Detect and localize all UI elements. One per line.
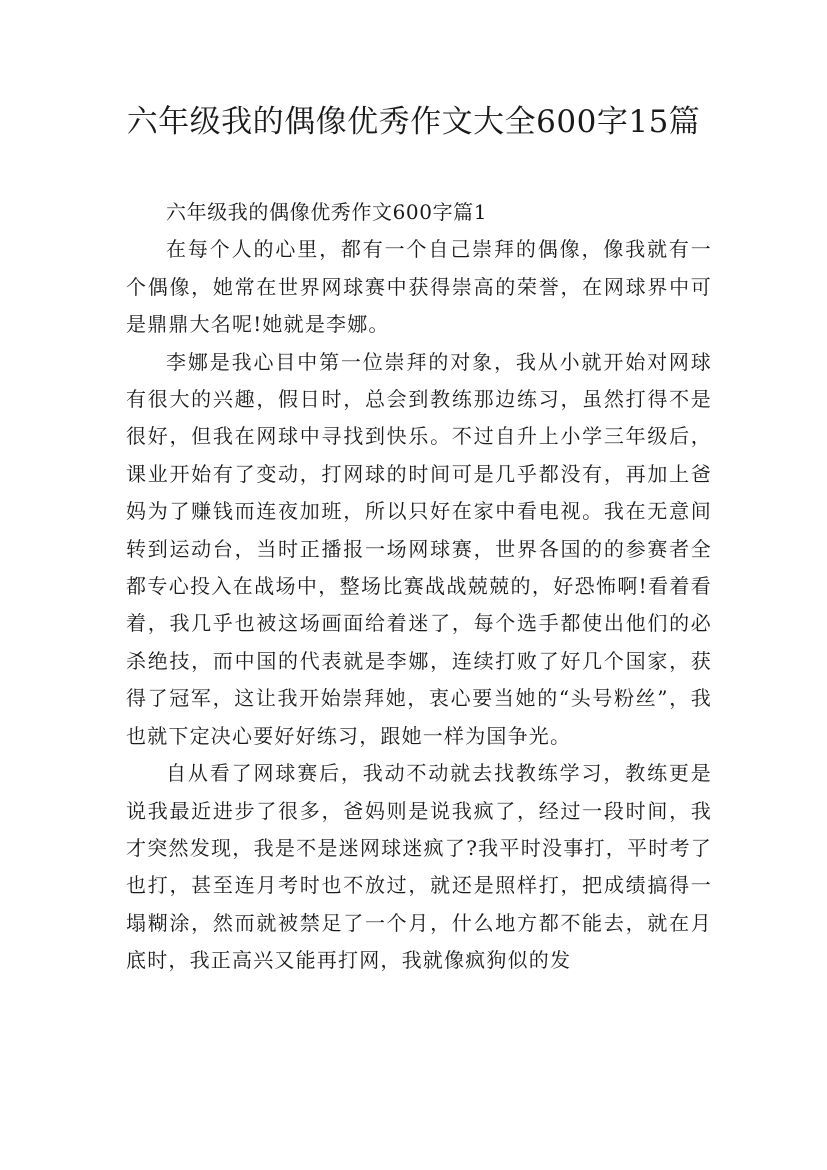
document-title: 六年级我的偶像优秀作文大全600字15篇 [126, 104, 701, 140]
document-body [126, 194, 712, 980]
paragraph: 自从看了网球赛后，我动不动就去找教练学习，教练更是说我最近进步了很多，爸妈则是说我疯了，经过一段时间，我才突然发现，我是不是迷网球迷疯了?我平时没事打，平时考了也打，甚至连月考时也不放过，就还是照样打，把成绩搞得一塌糊涂，然而就被禁足了一个月，什么地方都不能去，就在月底时，我正高兴又能再打网，我就像疯狗似的发 [126, 761, 712, 973]
paragraph: 在每个人的心里，都有一个自己崇拜的偶像，像我就有一个偶像，她常在世界网球赛中获得崇高的荣誉，在网球界中可是鼎鼎大名呢!她就是李娜。 [126, 237, 712, 337]
section-heading: 六年级我的偶像优秀作文600字篇1 [166, 200, 488, 224]
paragraph: 李娜是我心目中第一位崇拜的对象，我从小就开始对网球有很大的兴趣，假日时，总会到教练那边练习，虽然打得不是很好，但我在网球中寻找到快乐。不过自升上小学三年级后，课业开始有了变动，打网球的时间可是几乎都没有，再加上爸妈为了赚钱而连夜加班，所以只好在家中看电视。我在无意间转到运动台，当时正播报一场网球赛，世界各国的的参赛者全都专心投入在战场中，整场比赛战战兢兢的，好恐怖啊!看着看着，我几乎也被这场画面给着迷了，每个选手都使出他们的必杀绝技，而中国的代表就是李娜，连续打败了好几个国家，获得了冠军，这让我开始崇拜她，衷心要当她的“头号粉丝”，我也就下定决心要好好练习，跟她一样为国争光。 [126, 349, 712, 748]
